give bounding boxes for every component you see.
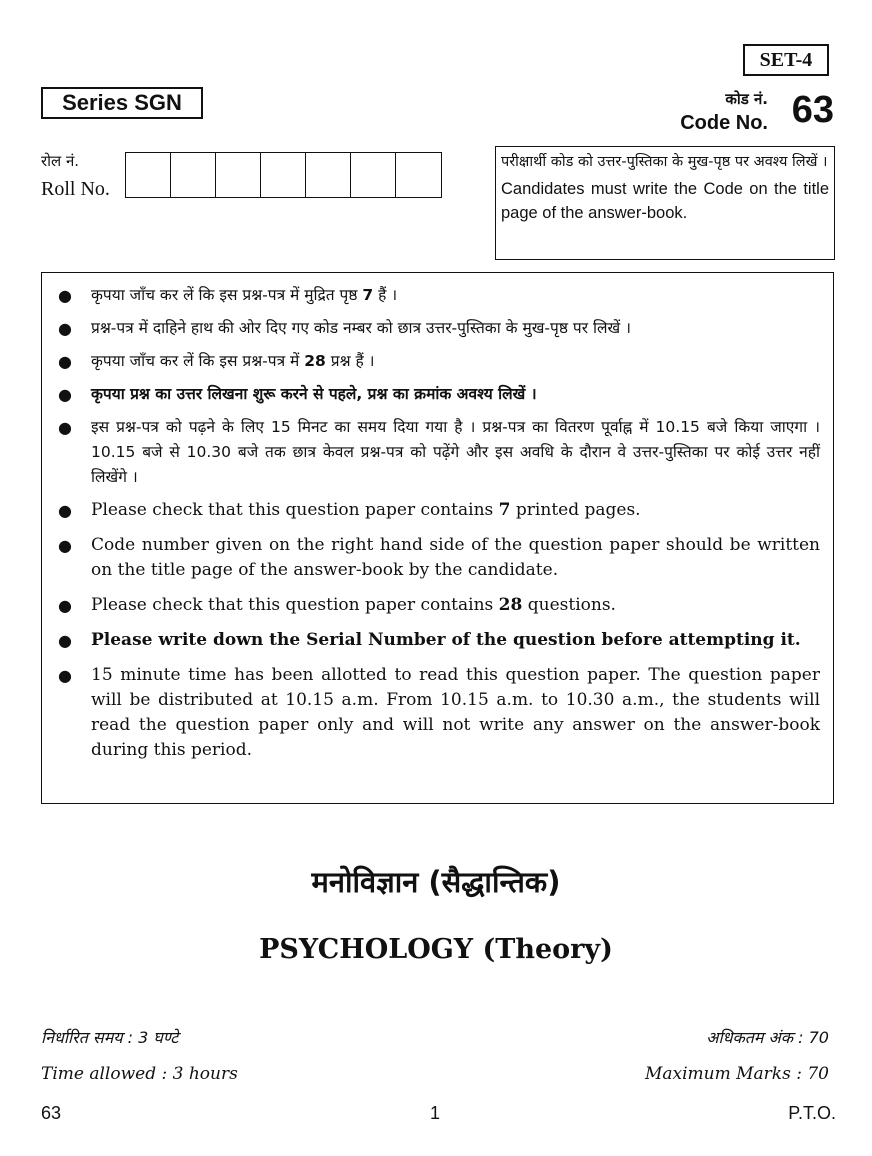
- roll-digit-box[interactable]: [216, 153, 261, 197]
- roll-label-hindi: रोल नं.: [41, 152, 80, 170]
- time-allowed-hindi: निर्धारित समय : 3 घण्टे: [41, 1028, 179, 1047]
- candidate-note-hindi: परीक्षार्थी कोड को उत्तर-पुस्तिका के मुख-पृष्ठ पर अवश्य लिखें ।: [501, 154, 828, 170]
- bullet-icon: ●: [58, 631, 72, 650]
- bullet-icon: ●: [58, 385, 72, 404]
- instruction-item: ● कृपया जाँच कर लें कि इस प्रश्न-पत्र में 28 प्रश्न हैं ।: [58, 349, 820, 374]
- instruction-item: ● कृपया जाँच कर लें कि इस प्रश्न-पत्र में मुद्रित पृष्ठ 7 हैं ।: [58, 283, 820, 308]
- pto-label: P.T.O.: [788, 1103, 836, 1123]
- candidate-note-box: [495, 146, 835, 260]
- max-marks-hindi: अधिकतम अंक : 70: [706, 1028, 829, 1047]
- instruction-item: ● इस प्रश्न-पत्र को पढ़ने के लिए 15 मिनट का समय दिया गया है । प्रश्न-पत्र का वितरण पूर्वाह्न में 10.15 बजे किया जाएगा । 10.15 बजे से 10.30 बजे तक छात्र केवल प्रश्न-पत्र को पढ़ेंगे और इस अवधि के दौरान वे उत्तर-पुस्तिका पर कोई उत्तर नहीं लिखेंगे ।: [58, 415, 820, 490]
- roll-digit-box[interactable]: [351, 153, 396, 197]
- instruction-item: ● Please write down the Serial Number of the question before attempting it.: [58, 628, 820, 653]
- instruction-item: ● कृपया प्रश्न का उत्तर लिखना शुरू करने से पहले, प्रश्न का क्रमांक अवश्य लिखें ।: [58, 382, 820, 407]
- roll-digit-box[interactable]: [396, 153, 441, 197]
- roll-number-grid[interactable]: [125, 152, 442, 198]
- instruction-item: ● 15 minute time has been allotted to read this question paper. The question paper will be distributed at 10.15 a.m. From 10.15 a.m. to 10.30 a.m., the students will read the question paper only and will not write any answer on the answer-book during this period.: [58, 665, 820, 760]
- bullet-icon: ●: [58, 286, 72, 305]
- roll-digit-box[interactable]: [126, 153, 171, 197]
- candidate-note-english: Candidates must write the Code on the title page of the answer-book.: [501, 180, 829, 222]
- subject-title-hindi: मनोविज्ञान (सैद्धान्तिक): [311, 865, 561, 899]
- instruction-item: ● Please check that this question paper contains 28 questions.: [58, 593, 820, 618]
- code-number: 63: [791, 89, 834, 131]
- bullet-icon: ●: [58, 501, 72, 520]
- footer-code: 63: [41, 1103, 62, 1123]
- bullet-icon: ●: [58, 536, 72, 555]
- instruction-item: ● Please check that this question paper contains 7 printed pages.: [58, 498, 820, 523]
- bullet-icon: ●: [58, 666, 72, 685]
- instructions-list-english: [58, 498, 820, 763]
- page-number: 1: [430, 1103, 441, 1123]
- roll-digit-box[interactable]: [171, 153, 216, 197]
- code-label-english: Code No.: [680, 112, 768, 134]
- instructions-list-hindi: [58, 283, 820, 490]
- bullet-icon: ●: [58, 418, 72, 437]
- subject-title-english: PSYCHOLOGY (Theory): [259, 934, 613, 965]
- series-label: Series SGN: [41, 87, 203, 119]
- bullet-icon: ●: [58, 352, 72, 371]
- instruction-item: ● Code number given on the right hand side of the question paper should be written on the title page of the answer-book by the candidate.: [58, 535, 820, 580]
- roll-digit-box[interactable]: [261, 153, 306, 197]
- instruction-item: ● प्रश्न-पत्र में दाहिने हाथ की ओर दिए गए कोड नम्बर को छात्र उत्तर-पुस्तिका के मुख-पृष्ठ पर लिखें ।: [58, 316, 820, 341]
- bullet-icon: ●: [58, 319, 72, 338]
- max-marks-english: Maximum Marks : 70: [644, 1064, 829, 1084]
- set-label: SET-4: [743, 44, 829, 76]
- code-label-hindi: कोड नं.: [725, 90, 768, 108]
- time-allowed-english: Time allowed : 3 hours: [41, 1064, 238, 1084]
- roll-label-english: Roll No.: [41, 178, 110, 200]
- instructions-box: [41, 272, 834, 804]
- roll-digit-box[interactable]: [306, 153, 351, 197]
- bullet-icon: ●: [58, 596, 72, 615]
